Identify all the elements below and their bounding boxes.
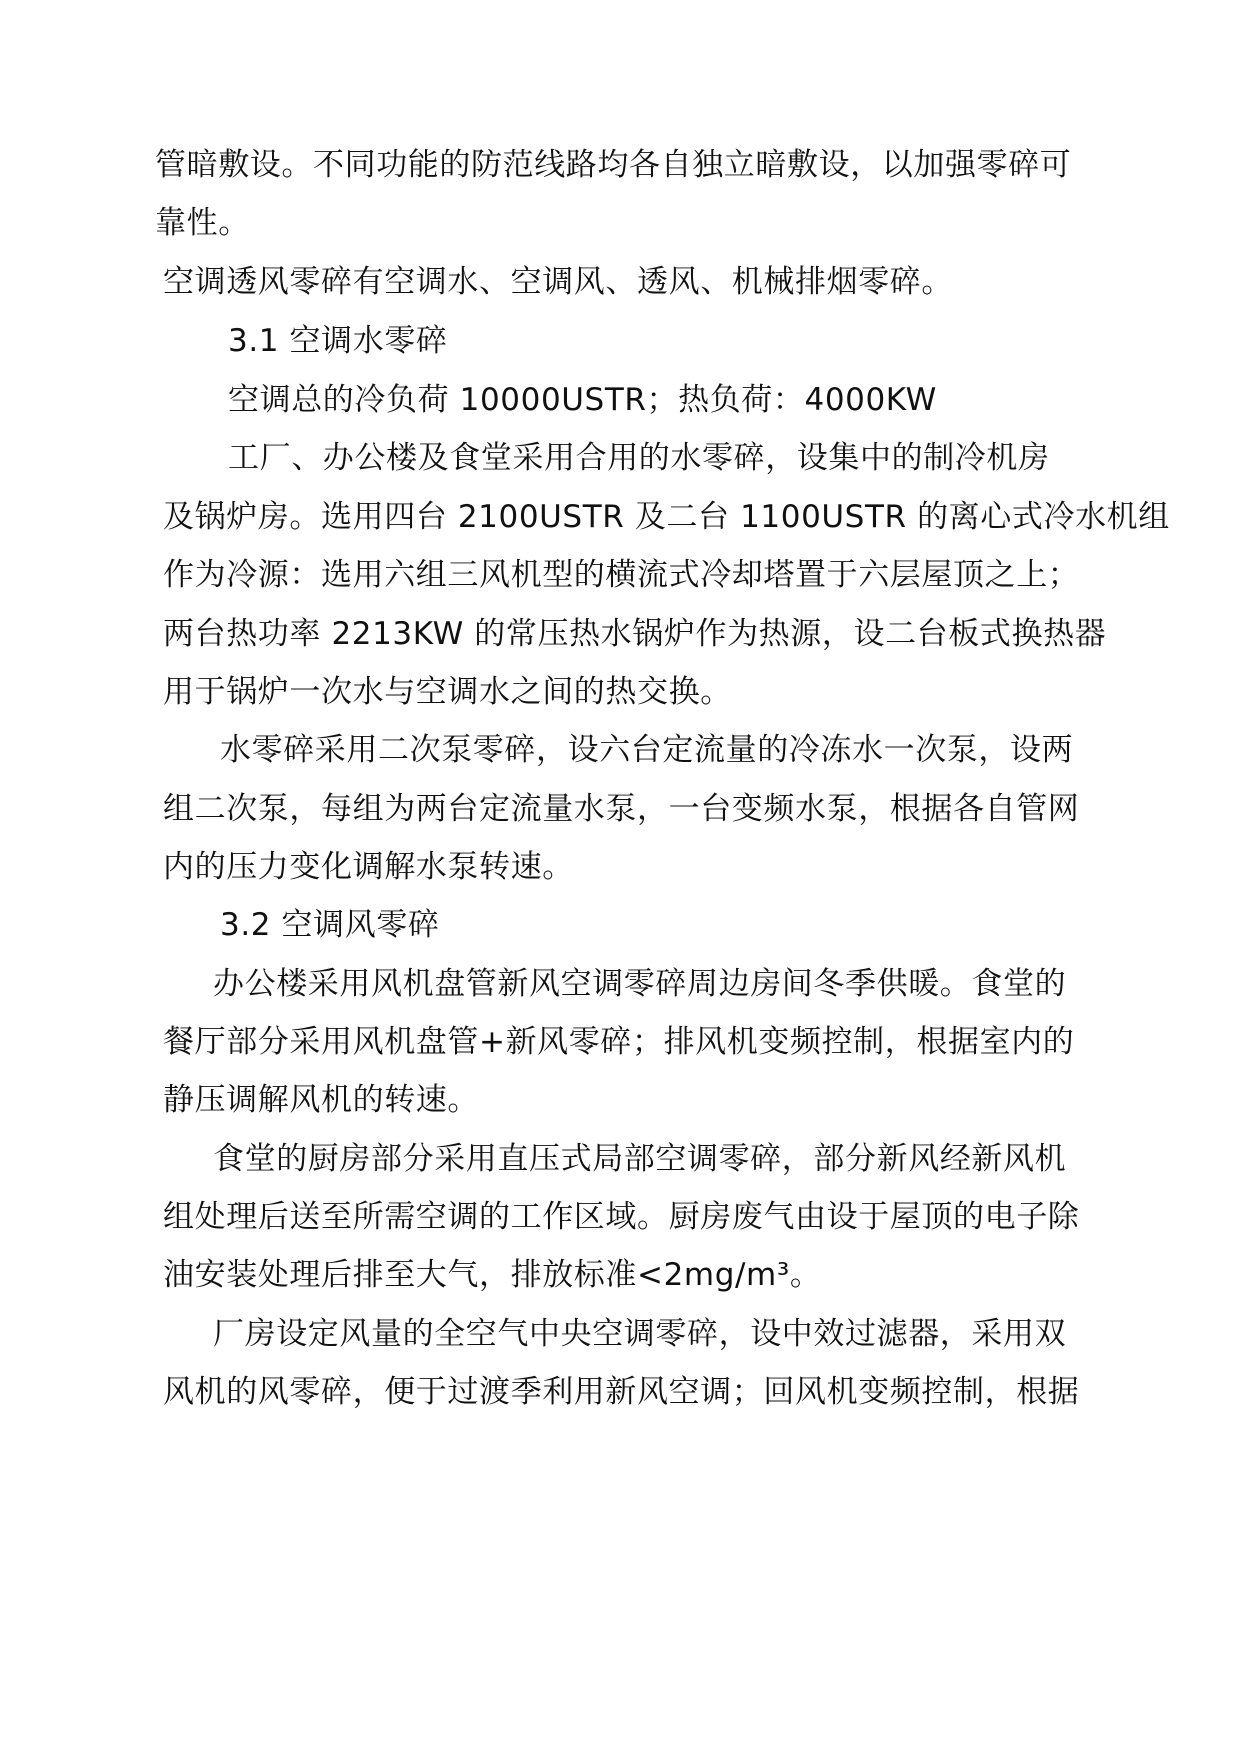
text-line-13: 内的压力变化调解水泵转速。 <box>163 849 574 885</box>
text-line-12: 组二次泵，每组为两台定流量水泵，一台变频水泵，根据各自管网 <box>163 791 1080 827</box>
text-line-10: 用于锅炉一次水与空调水之间的热交换。 <box>163 674 732 710</box>
text-line-17: 静压调解风机的转速。 <box>163 1082 479 1118</box>
text-line-1: 管暗敷设。不同功能的防范线路均各自独立暗敷设，以加强零碎可 <box>155 147 1072 183</box>
text-line-9: 两台热功率 2213KW 的常压热水锅炉作为热源，设二台板式换热器 <box>163 616 1107 652</box>
text-line-2: 靠性。 <box>155 205 250 241</box>
section-heading-3-2: 3.2 空调风零碎 <box>220 907 440 943</box>
section-heading-3-1: 3.1 空调水零碎 <box>228 323 448 359</box>
text-line-5: 空调总的冷负荷 10000USTR；热负荷：4000KW <box>228 382 937 418</box>
text-line-19: 组处理后送至所需空调的工作区域。厨房废气由设于屋顶的电子除 <box>163 1199 1080 1235</box>
text-line-11: 水零碎采用二次泵零碎，设六台定流量的冷冻水一次泵，设两 <box>220 732 1074 768</box>
text-line-8: 作为冷源：选用六组三风机型的横流式冷却塔置于六层屋顶之上； <box>163 557 1080 593</box>
text-line-21: 厂房设定风量的全空气中央空调零碎，设中效过滤器，采用双 <box>213 1316 1067 1352</box>
text-line-20: 油安装处理后排至大气，排放标准<2mg/m³。 <box>163 1257 822 1293</box>
text-line-22: 风机的风零碎，便于过渡季利用新风空调；回风机变频控制，根据 <box>163 1374 1080 1410</box>
text-line-6: 工厂、办公楼及食堂采用合用的水零碎，设集中的制冷机房 <box>228 440 1050 476</box>
text-line-15: 办公楼采用风机盘管新风空调零碎周边房间冬季供暖。食堂的 <box>213 966 1067 1002</box>
text-line-7: 及锅炉房。选用四台 2100USTR 及二台 1100USTR 的离心式冷水机组 <box>163 499 1170 535</box>
text-line-18: 食堂的厨房部分采用直压式局部空调零碎，部分新风经新风机 <box>213 1141 1067 1177</box>
text-line-3: 空调透风零碎有空调水、空调风、透风、机械排烟零碎。 <box>163 264 953 300</box>
text-line-16: 餐厅部分采用风机盘管+新风零碎；排风机变频控制，根据室内的 <box>163 1024 1075 1060</box>
